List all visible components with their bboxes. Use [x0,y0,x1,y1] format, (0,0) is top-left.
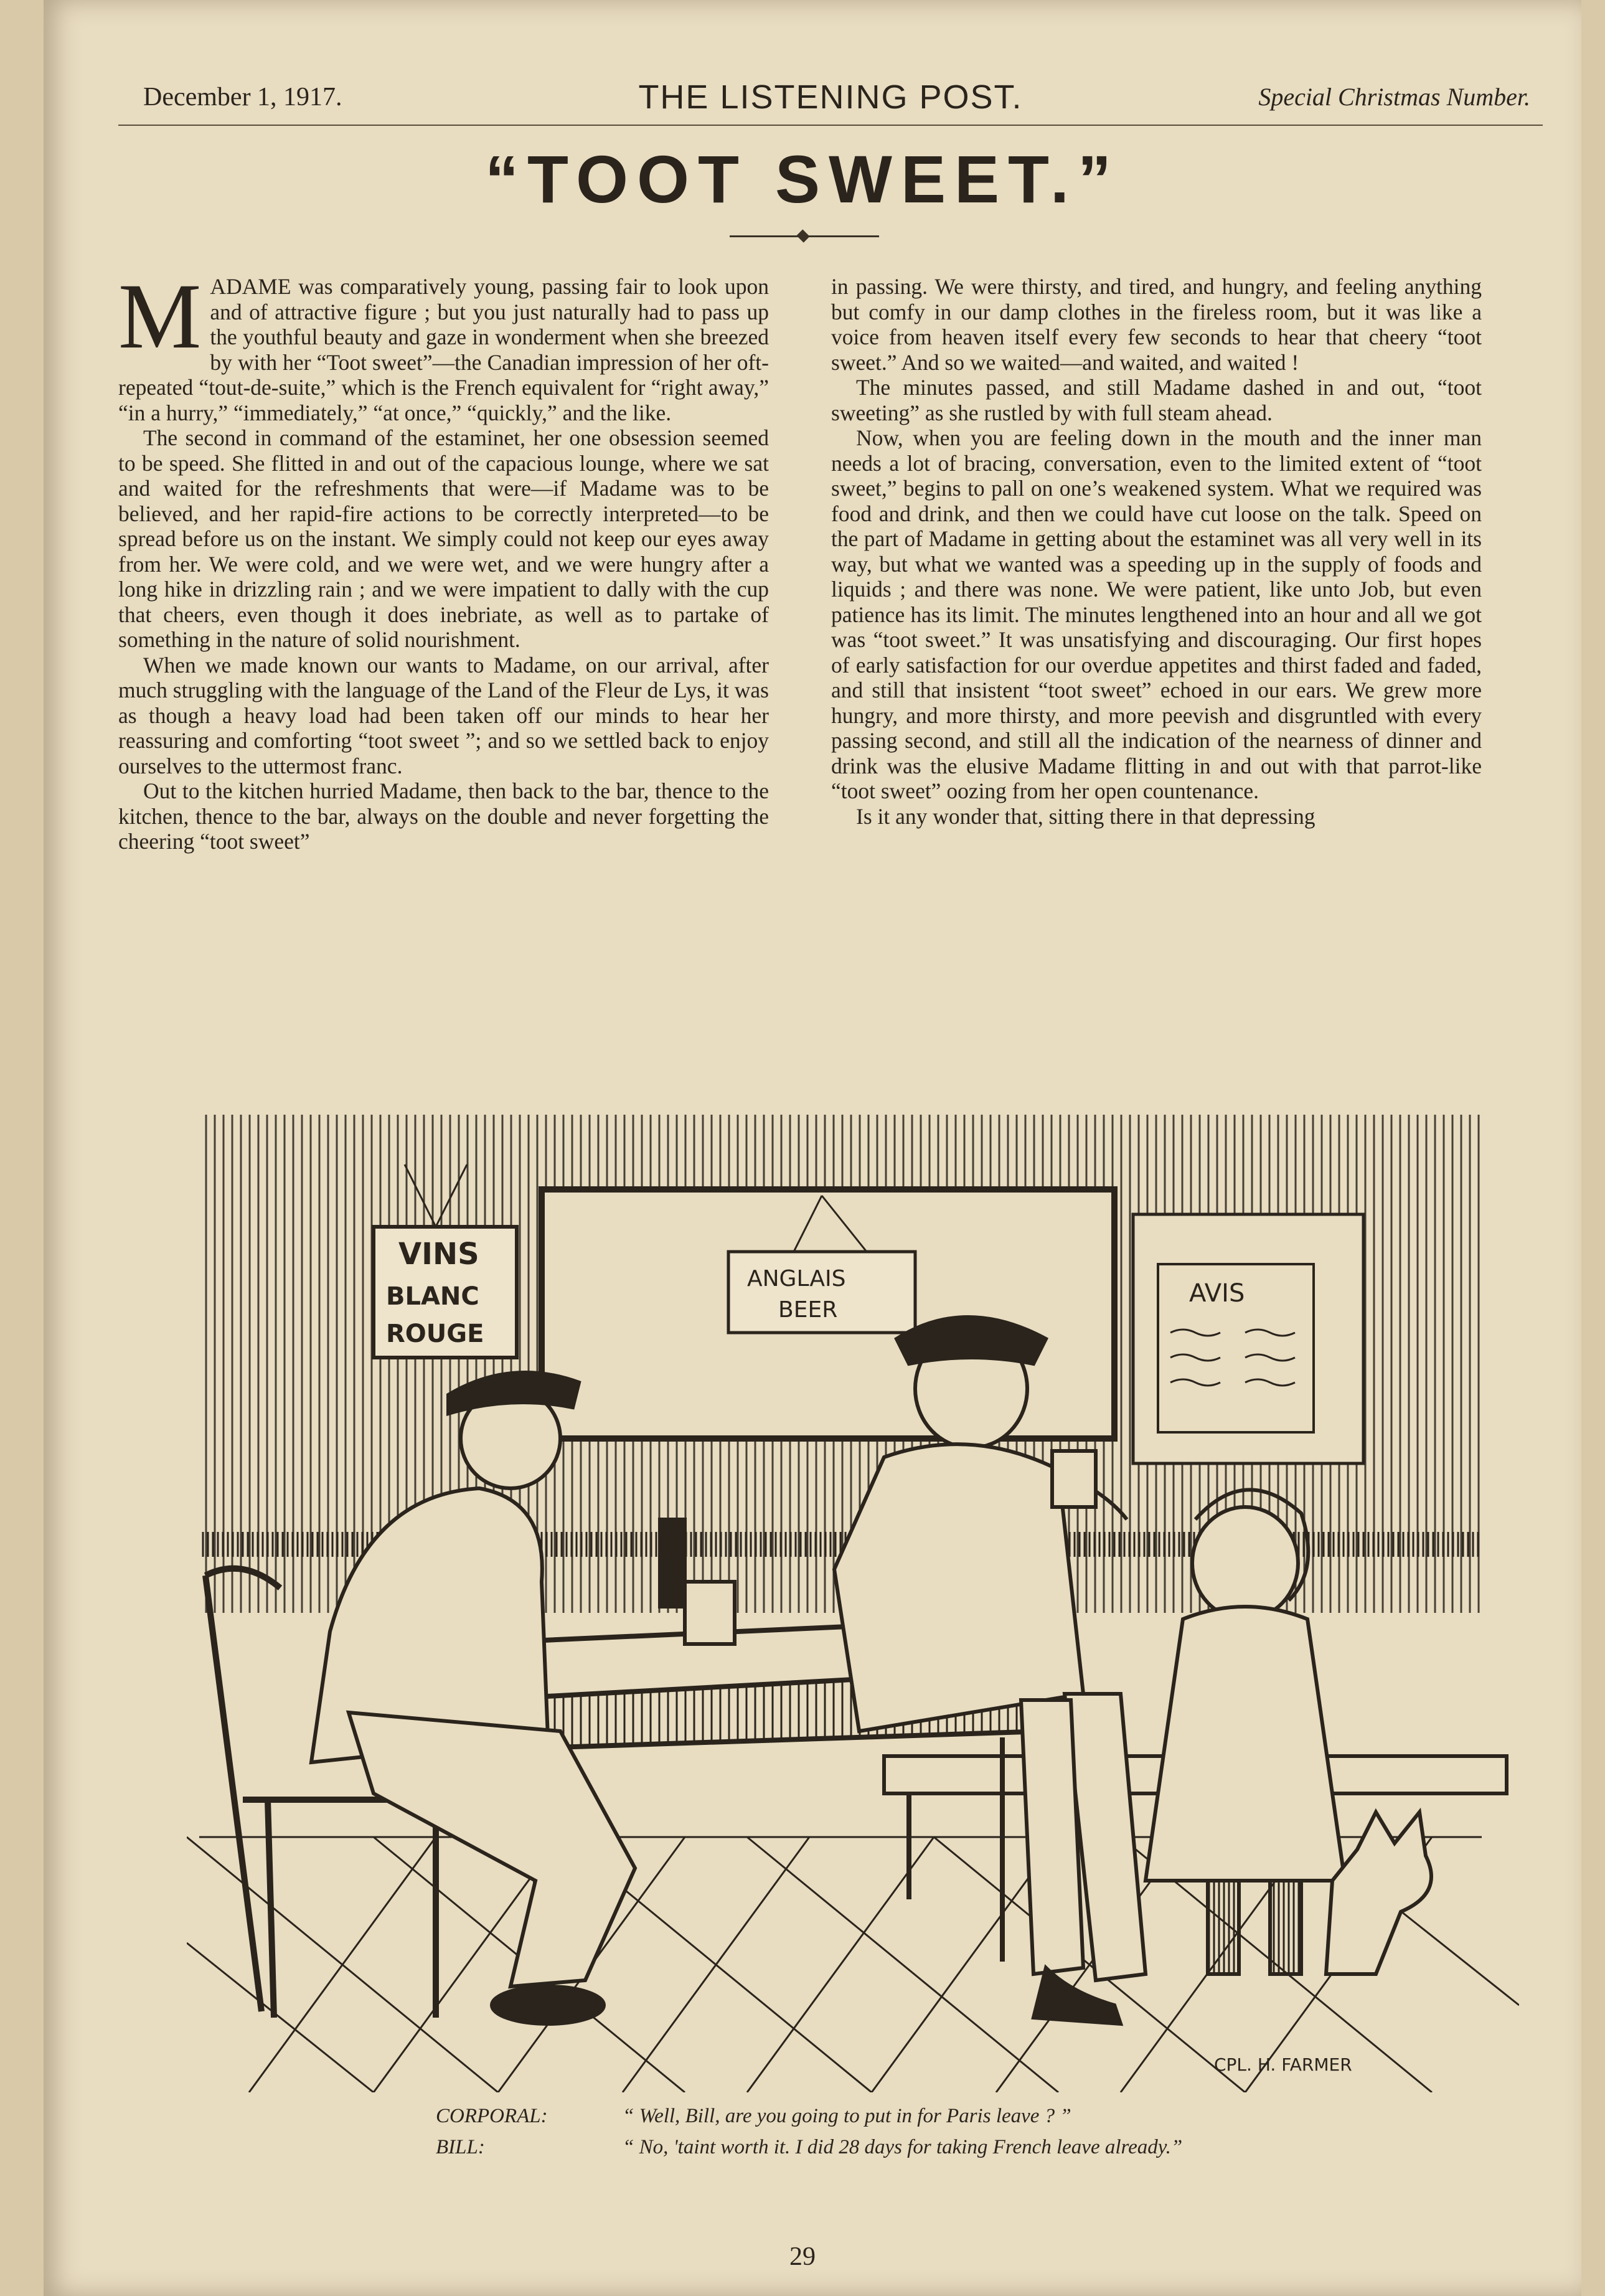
page-number: 29 [789,2242,816,2271]
issue-date: December 1, 1917. [143,83,342,111]
left-column [118,274,769,1009]
sign-wine-line-2: BLANC [386,1282,479,1311]
running-header [118,75,1543,126]
caption-dialogue: “ Well, Bill, are you going to put in for Paris leave ? ” [623,2105,1071,2127]
paragraph: Now, when you are feeling down in the mouth and the inner man needs a lot of bracing, conversation, even to the limited extent of “toot sweet,” begins to pall on one’s weakened system. What we required was food and drink, and then we could have cut loose on the talk. Speed on the part of Madame in getting about the estaminet was all very well in its way, but what we wanted was a speeding up in the supply of foods and liquids ; and there was none. We were patient, like unto Job, but even patience has its limit. The minutes lengthened into an hour and all we got was “toot sweet.” It was unsatisfying and discouraging. Our first hopes of early satisfaction for our overdue appetites and thirst faded and faded, and still that insistent “toot sweet” echoed in our ears. We grew more hungry, and more thirsty, and more peevish and disgruntled with every passing second, and still all the indication of the nearness of dinner and drink was the elusive Madame flitting in and out with that parrot-like “toot sweet” oozing from her open countenance. [831,425,1482,803]
paragraph: When we made known our wants to Madame, on our arrival, after much struggling with the language of the Land of the Fleur de Lys, it was as though a heavy load had been taken off our minds to hear her reassuring and comforting “toot sweet ”; and so we settled back to enjoy ourselves to the uttermost franc. [118,652,769,778]
issue-label: Special Christmas Number. [1258,83,1530,111]
caption-dialogue: “ No, 'taint worth it. I did 28 days for taking French leave already.” [623,2136,1183,2158]
paragraph: The minutes passed, and still Madame dashed in and out, “toot sweeting” as she rustled by with full steam ahead. [831,375,1482,425]
sign-wine-line-3: ROUGE [386,1320,484,1348]
sign-beer-line-1: ANGLAIS [747,1266,846,1292]
paragraph [118,274,769,425]
article-title: “TOOT SWEET.” [484,141,1121,217]
sign-beer-line-2: BEER [778,1297,838,1323]
paragraph: Out to the kitchen hurried Madame, then back to the bar, thence to the kitchen, thence to the bar, always on the double and never forgetting the cheering “toot sweet” [118,778,769,854]
caption-speaker: CORPORAL: [436,2105,548,2127]
publication-title: THE LISTENING POST. [638,78,1023,116]
sign-wine-line-1: VINS [398,1237,479,1272]
paragraph: in passing. We were thirsty, and tired, and hungry, and feeling anything but comfy in our damp clothes in the fireless room, but it was like a voice from heaven itself every few seconds to hear that cheery “toot sweet.” And so we waited—and waited, and waited ! [831,274,1482,375]
right-column [831,274,1482,1009]
paragraph: The second in command of the estaminet, her one obsession seemed to be speed. She flitted in and out of the capacious lounge, where we sat and waited for the refreshments that were—if Madame was to be believed, and her rapid-fire actions to be correctly interpreted—to be spread before us on the instant. We simply could not keep our eyes away from her. We were cold, and we were wet, and we were hungry after a long hike in drizzling rain ; and we were impatient to dally with the cup that cheers, even though it does inebriate, as well as to partake of something in the nature of solid nourishment. [118,425,769,652]
caption-speaker: BILL: [436,2136,485,2158]
sign-notice: AVIS [1189,1279,1245,1308]
artist-signature: CPL. H. FARMER [1214,2054,1352,2075]
cartoon-illustration [187,1071,1519,2092]
paragraph: Is it any wonder that, sitting there in that depressing [856,803,1316,829]
drop-cap: M [118,274,202,368]
first-paragraph-text: ADAME was comparatively young, passing fair to look upon and of attractive figure ; but you just naturally had to pass up the youthful beauty and gaze in wonderment when she breezed by with her “Toot sweet”—the Canadian impression of her oft-repeated “tout-de-suite,” which is the French equivalent for “right away,” “in a hurry,” “immediately,” “at once,” “quickly,” and the like. [118,274,769,425]
